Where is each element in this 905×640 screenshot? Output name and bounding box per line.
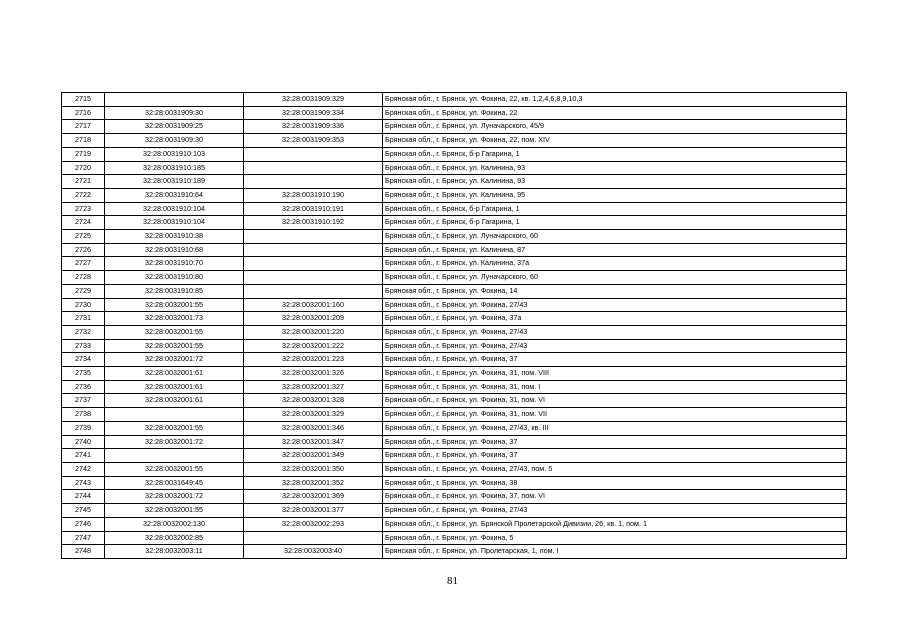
table-row — [62, 435, 847, 449]
table-row — [62, 216, 847, 230]
table-row — [62, 462, 847, 476]
building-cadastral-number-cell: 32:28:0032002:293 — [244, 517, 383, 531]
building-cadastral-number-cell — [244, 161, 383, 175]
address-cell: Брянская обл., г. Брянск, ул. Калинина, 37а — [383, 257, 847, 271]
address-cell: Брянская обл., г. Брянск, ул. Фокина, 31, пом. I — [383, 380, 847, 394]
table-row — [62, 339, 847, 353]
table-row — [62, 380, 847, 394]
address-cell: Брянская обл., г. Брянск, ул. Пролетарская, 1, пом. I — [383, 545, 847, 559]
row-number-cell: 2722 — [62, 188, 105, 202]
table-row — [62, 161, 847, 175]
row-number-cell: 2738 — [62, 408, 105, 422]
building-cadastral-number-cell: 32:28:0031910:191 — [244, 202, 383, 216]
building-cadastral-number-cell: 32:28:0032001:350 — [244, 462, 383, 476]
row-number-cell: 2743 — [62, 476, 105, 490]
building-cadastral-number-cell — [244, 257, 383, 271]
row-number-cell: 2748 — [62, 545, 105, 559]
land-cadastral-number-cell: 32:28:0032002:85 — [105, 531, 244, 545]
row-number-cell: 2717 — [62, 120, 105, 134]
row-number-cell: 2718 — [62, 134, 105, 148]
land-cadastral-number-cell: 32:28:0032003:11 — [105, 545, 244, 559]
land-cadastral-number-cell — [105, 449, 244, 463]
land-cadastral-number-cell: 32:28:0032001:72 — [105, 353, 244, 367]
address-cell: Брянская обл., г. Брянск, ул. Фокина, 27/43, пом. 5 — [383, 462, 847, 476]
address-cell: Брянская обл., г. Брянск, ул. Луначарского, 60 — [383, 230, 847, 244]
table-row — [62, 120, 847, 134]
row-number-cell: 2747 — [62, 531, 105, 545]
table-row — [62, 93, 847, 107]
land-cadastral-number-cell: 32:28:0032001:55 — [105, 298, 244, 312]
table-row — [62, 408, 847, 422]
address-cell: Брянская обл., г. Брянск, ул. Фокина, 37, пом. VI — [383, 490, 847, 504]
building-cadastral-number-cell: 32:28:0031909:329 — [244, 93, 383, 107]
row-number-cell: 2725 — [62, 230, 105, 244]
address-cell: Брянская обл., г. Брянск, ул. Фокина, 27/43 — [383, 504, 847, 518]
building-cadastral-number-cell — [244, 175, 383, 189]
row-number-cell: 2744 — [62, 490, 105, 504]
address-cell: Брянская обл., г. Брянск, ул. Фокина, 22 — [383, 106, 847, 120]
address-cell: Брянская обл., г. Брянск, ул. Фокина, 27/43, кв. III — [383, 421, 847, 435]
land-cadastral-number-cell: 32:28:0032001:55 — [105, 462, 244, 476]
land-cadastral-number-cell: 32:28:0031910:38 — [105, 230, 244, 244]
address-cell: Брянская обл., г. Брянск, ул. Калинина, 95 — [383, 188, 847, 202]
building-cadastral-number-cell: 32:28:0032003:40 — [244, 545, 383, 559]
row-number-cell: 2740 — [62, 435, 105, 449]
row-number-cell: 2723 — [62, 202, 105, 216]
building-cadastral-number-cell — [244, 147, 383, 161]
land-cadastral-number-cell: 32:28:0031910:104 — [105, 202, 244, 216]
table-row — [62, 202, 847, 216]
table-row — [62, 147, 847, 161]
table-row — [62, 353, 847, 367]
address-cell: Брянская обл., г. Брянск, ул. Фокина, 27/43 — [383, 339, 847, 353]
address-cell: Брянская обл., г. Брянск, ул. Фокина, 31, пом. VI — [383, 394, 847, 408]
building-cadastral-number-cell: 32:28:0032001:329 — [244, 408, 383, 422]
land-cadastral-number-cell: 32:28:0031910:80 — [105, 271, 244, 285]
building-cadastral-number-cell: 32:28:0032001:160 — [244, 298, 383, 312]
row-number-cell: 2737 — [62, 394, 105, 408]
land-cadastral-number-cell: 32:28:0031910:85 — [105, 284, 244, 298]
address-cell: Брянская обл., г. Брянск, б-р Гагарина, 1 — [383, 202, 847, 216]
page-number: 81 — [447, 575, 458, 587]
building-cadastral-number-cell: 32:28:0032001:328 — [244, 394, 383, 408]
row-number-cell: 2730 — [62, 298, 105, 312]
building-cadastral-number-cell: 32:28:0032001:352 — [244, 476, 383, 490]
row-number-cell: 2728 — [62, 271, 105, 285]
address-cell: Брянская обл., г. Брянск, ул. Фокина, 37 — [383, 435, 847, 449]
land-cadastral-number-cell: 32:28:0031909:30 — [105, 106, 244, 120]
address-cell: Брянская обл., г. Брянск, ул. Фокина, 14 — [383, 284, 847, 298]
building-cadastral-number-cell — [244, 531, 383, 545]
address-cell: Брянская обл., г. Брянск, ул. Фокина, 31, пом. VIII — [383, 367, 847, 381]
address-cell: Брянская обл., г. Брянск, б-р Гагарина, 1 — [383, 216, 847, 230]
row-number-cell: 2721 — [62, 175, 105, 189]
building-cadastral-number-cell — [244, 284, 383, 298]
table-row — [62, 312, 847, 326]
building-cadastral-number-cell: 32:28:0032001:223 — [244, 353, 383, 367]
address-cell: Брянская обл., г. Брянск, ул. Фокина, 5 — [383, 531, 847, 545]
registry-table-body — [62, 93, 847, 559]
table-row — [62, 394, 847, 408]
address-cell: Брянская обл., г. Брянск, б-р Гагарина, 1 — [383, 147, 847, 161]
table-row — [62, 545, 847, 559]
land-cadastral-number-cell: 32:28:0031910:68 — [105, 243, 244, 257]
row-number-cell: 2741 — [62, 449, 105, 463]
row-number-cell: 2729 — [62, 284, 105, 298]
row-number-cell: 2719 — [62, 147, 105, 161]
row-number-cell: 2716 — [62, 106, 105, 120]
land-cadastral-number-cell: 32:28:0031910:104 — [105, 216, 244, 230]
land-cadastral-number-cell — [105, 408, 244, 422]
property-registry-table — [61, 92, 847, 559]
address-cell: Брянская обл., г. Брянск, ул. Брянской Пролетарской Дивизии, 26, кв. 1, пом. 1 — [383, 517, 847, 531]
table-row — [62, 271, 847, 285]
building-cadastral-number-cell: 32:28:0032001:209 — [244, 312, 383, 326]
building-cadastral-number-cell: 32:28:0031910:190 — [244, 188, 383, 202]
building-cadastral-number-cell — [244, 230, 383, 244]
address-cell: Брянская обл., г. Брянск, ул. Фокина, 37 — [383, 353, 847, 367]
address-cell: Брянская обл., г. Брянск, ул. Фокина, 31, пом. VII — [383, 408, 847, 422]
row-number-cell: 2734 — [62, 353, 105, 367]
building-cadastral-number-cell — [244, 271, 383, 285]
address-cell: Брянская обл., г. Брянск, ул. Калинина, 93 — [383, 161, 847, 175]
row-number-cell: 2745 — [62, 504, 105, 518]
building-cadastral-number-cell: 32:28:0032001:346 — [244, 421, 383, 435]
address-cell: Брянская обл., г. Брянск, ул. Калинина, 93 — [383, 175, 847, 189]
building-cadastral-number-cell — [244, 243, 383, 257]
land-cadastral-number-cell: 32:28:0032001:72 — [105, 490, 244, 504]
building-cadastral-number-cell: 32:28:0032001:377 — [244, 504, 383, 518]
land-cadastral-number-cell: 32:28:0032001:61 — [105, 367, 244, 381]
address-cell: Брянская обл., г. Брянск, ул. Луначарского, 60 — [383, 271, 847, 285]
row-number-cell: 2715 — [62, 93, 105, 107]
row-number-cell: 2736 — [62, 380, 105, 394]
land-cadastral-number-cell: 32:28:0032001:55 — [105, 504, 244, 518]
table-row — [62, 298, 847, 312]
table-row — [62, 230, 847, 244]
address-cell: Брянская обл., г. Брянск, ул. Фокина, 38 — [383, 476, 847, 490]
land-cadastral-number-cell: 32:28:0031909:30 — [105, 134, 244, 148]
land-cadastral-number-cell: 32:28:0032001:73 — [105, 312, 244, 326]
table-row — [62, 257, 847, 271]
row-number-cell: 2739 — [62, 421, 105, 435]
land-cadastral-number-cell: 32:28:0031910:70 — [105, 257, 244, 271]
row-number-cell: 2735 — [62, 367, 105, 381]
land-cadastral-number-cell: 32:28:0031649:45 — [105, 476, 244, 490]
table-row — [62, 188, 847, 202]
row-number-cell: 2720 — [62, 161, 105, 175]
building-cadastral-number-cell: 32:28:0032001:220 — [244, 325, 383, 339]
address-cell: Брянская обл., г. Брянск, ул. Фокина, 22, кв. 1,2,4,6,8,9,10,3 — [383, 93, 847, 107]
table-row — [62, 243, 847, 257]
land-cadastral-number-cell: 32:28:0032001:72 — [105, 435, 244, 449]
row-number-cell: 2742 — [62, 462, 105, 476]
land-cadastral-number-cell: 32:28:0032001:55 — [105, 325, 244, 339]
row-number-cell: 2726 — [62, 243, 105, 257]
table-row — [62, 421, 847, 435]
row-number-cell: 2724 — [62, 216, 105, 230]
land-cadastral-number-cell: 32:28:0031910:103 — [105, 147, 244, 161]
row-number-cell: 2732 — [62, 325, 105, 339]
land-cadastral-number-cell: 32:28:0032001:61 — [105, 394, 244, 408]
land-cadastral-number-cell: 32:28:0031910:64 — [105, 188, 244, 202]
building-cadastral-number-cell: 32:28:0031909:336 — [244, 120, 383, 134]
row-number-cell: 2727 — [62, 257, 105, 271]
building-cadastral-number-cell: 32:28:0032001:349 — [244, 449, 383, 463]
land-cadastral-number-cell: 32:28:0032002:130 — [105, 517, 244, 531]
land-cadastral-number-cell: 32:28:0031909:25 — [105, 120, 244, 134]
land-cadastral-number-cell: 32:28:0032001:55 — [105, 339, 244, 353]
address-cell: Брянская обл., г. Брянск, ул. Фокина, 27/43 — [383, 298, 847, 312]
building-cadastral-number-cell: 32:28:0032001:222 — [244, 339, 383, 353]
building-cadastral-number-cell: 32:28:0032001:347 — [244, 435, 383, 449]
row-number-cell: 2733 — [62, 339, 105, 353]
address-cell: Брянская обл., г. Брянск, ул. Фокина, 27/43 — [383, 325, 847, 339]
land-cadastral-number-cell: 32:28:0031910:185 — [105, 161, 244, 175]
address-cell: Брянская обл., г. Брянск, ул. Фокина, 37 — [383, 449, 847, 463]
row-number-cell: 2746 — [62, 517, 105, 531]
table-row — [62, 284, 847, 298]
address-cell: Брянская обл., г. Брянск, ул. Фокина, 37а — [383, 312, 847, 326]
building-cadastral-number-cell: 32:28:0031909:334 — [244, 106, 383, 120]
building-cadastral-number-cell: 32:28:0032001:369 — [244, 490, 383, 504]
building-cadastral-number-cell: 32:28:0031910:192 — [244, 216, 383, 230]
address-cell: Брянская обл., г. Брянск, ул. Калинина, 87 — [383, 243, 847, 257]
table-row — [62, 517, 847, 531]
address-cell: Брянская обл., г. Брянск, ул. Луначарского, 45/9 — [383, 120, 847, 134]
table-row — [62, 476, 847, 490]
table-row — [62, 325, 847, 339]
table-row — [62, 504, 847, 518]
building-cadastral-number-cell: 32:28:0031909:353 — [244, 134, 383, 148]
row-number-cell: 2731 — [62, 312, 105, 326]
land-cadastral-number-cell — [105, 93, 244, 107]
land-cadastral-number-cell: 32:28:0031910:189 — [105, 175, 244, 189]
table-row — [62, 134, 847, 148]
table-row — [62, 490, 847, 504]
table-row — [62, 531, 847, 545]
land-cadastral-number-cell: 32:28:0032001:55 — [105, 421, 244, 435]
address-cell: Брянская обл., г. Брянск, ул. Фокина, 22, пом. XIV — [383, 134, 847, 148]
table-row — [62, 367, 847, 381]
table-row — [62, 449, 847, 463]
building-cadastral-number-cell: 32:28:0032001:326 — [244, 367, 383, 381]
building-cadastral-number-cell: 32:28:0032001:327 — [244, 380, 383, 394]
table-row — [62, 106, 847, 120]
land-cadastral-number-cell: 32:28:0032001:61 — [105, 380, 244, 394]
table-row — [62, 175, 847, 189]
